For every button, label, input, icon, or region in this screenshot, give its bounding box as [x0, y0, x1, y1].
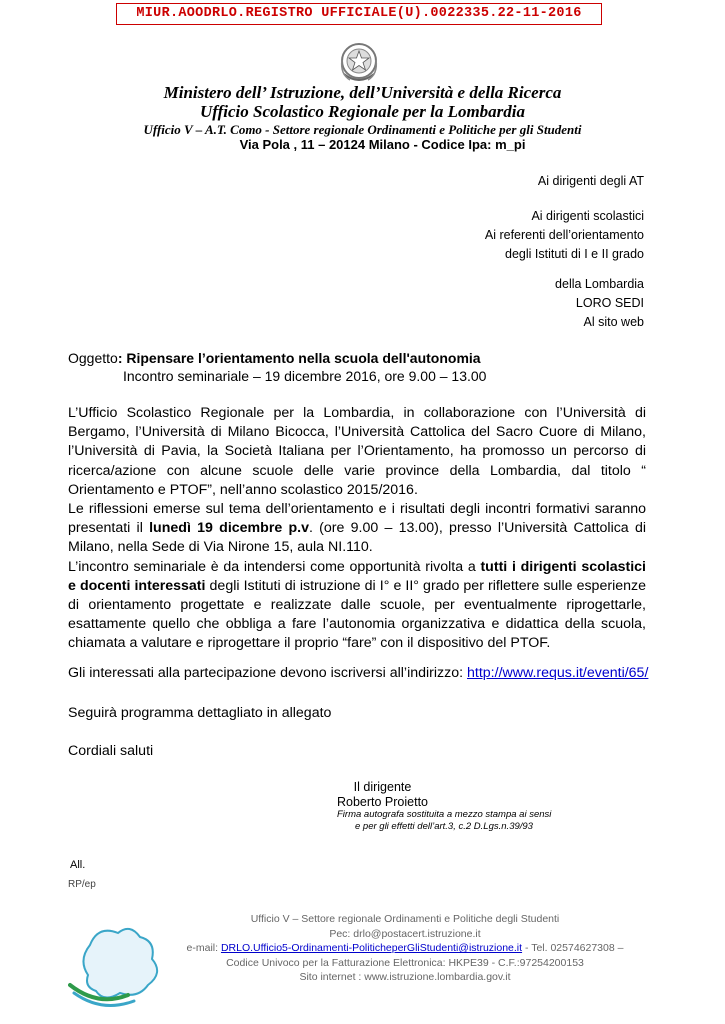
signature-role: Il dirigente — [353, 780, 412, 794]
subject-subtitle: Incontro seminariale – 19 dicembre 2016, ore 9.00 – 13.00 — [123, 368, 487, 384]
signature-note: e per gli effetti dell’art.3, c.2 D.Lgs.n.39/93 — [355, 821, 533, 832]
program-note: Seguirà programma dettagliato in allegato — [68, 705, 332, 721]
recipient-line: LORO SEDI — [575, 296, 644, 310]
subject-title: : Ripensare l’orientamento nella scuola dell'autonomia — [117, 350, 481, 366]
closing: Cordiali saluti — [68, 743, 154, 759]
italian-republic-emblem-icon — [338, 40, 380, 86]
subject-line — [68, 350, 481, 366]
footer — [170, 912, 640, 985]
footer-contacts — [140, 941, 670, 956]
attachment-label: All. — [70, 859, 86, 871]
footer-pec: Pec: drlo@postacert.istruzione.it — [329, 927, 481, 940]
signature-note: Firma autografa sostituita a mezzo stampa ai sensi — [337, 809, 552, 820]
footer-office: Ufficio V – Settore regionale Ordinamenti e Politiche degli Studenti — [250, 913, 560, 925]
text: degli Istituti di istruzione di I° e II° grado per riflettere sulle esperienze di orientamento progettate e realizzate dalle scuole, per eventualmente riprogettarle, esattamente quello che obbliga a fare l’autonomia organizzativa e didattica della scuola, chiamata a valutare e riprogettare il proprio “fare” con il dispositivo del PTOF. — [68, 577, 646, 652]
lombardia-region-logo-icon — [68, 915, 174, 1011]
recipient-line: della Lombardia — [555, 277, 644, 291]
office-subtitle: Ufficio V – A.T. Como - Settore regionale Ordinamenti e Politiche per gli Studenti — [143, 122, 582, 137]
footer-email-label: e-mail: — [186, 942, 221, 954]
recipient-dirigenti — [485, 207, 644, 264]
footer-tel: - Tel. 02574627308 – — [522, 942, 624, 954]
ministry-title: Ministero dell’ Istruzione, dell’Università e della Ricerca — [163, 83, 562, 102]
office-title: Ufficio Scolastico Regionale per la Lombardia — [199, 102, 526, 121]
signature-name: Roberto Proietto — [336, 795, 429, 809]
recipient-line: Al sito web — [583, 315, 644, 329]
recipient-sedi — [555, 275, 644, 332]
registration-text: Gli interessati alla partecipazione devono iscriversi all’indirizzo: — [68, 665, 468, 681]
letter-body — [68, 404, 646, 654]
paragraph-2 — [68, 500, 646, 558]
audience: tutti i dirigenti scolastici e docenti interessati — [68, 558, 646, 594]
recipient-line: Ai referenti dell’orientamento — [484, 228, 644, 242]
footer-email-link[interactable]: DRLO.Ufficio5-Ordinamenti-PoliticheperGliStudenti@istruzione.it — [220, 942, 523, 954]
registration-link[interactable]: http://www.requs.it/eventi/65/ — [467, 665, 649, 681]
protocol-stamp: MIUR.AOODRLO.REGISTRO UFFICIALE(U).0022335.22-11-2016 — [116, 3, 602, 25]
recipient-line: degli Istituti di I e II grado — [505, 247, 644, 261]
paragraph-1: L’Ufficio Scolastico Regionale per la Lombardia, in collaborazione con l’Università di Bergamo, l’Università di Milano Bicocca, l’Università Cattolica del Sacro Cuore di Milano, l’Università di Pavia, la Società Italiana per l’Orientamento, ha promosso un percorso di ricerca/azione con alcune scuole delle varie province della Lombardia, dal titolo “ Orientamento e PTOF”, nell’anno scolastico 2015/2016. — [68, 405, 646, 498]
recipient-line: Ai dirigenti scolastici — [531, 209, 644, 223]
recipient-at: Ai dirigenti degli AT — [537, 174, 644, 188]
event-date: lunedì 19 dicembre p.v — [149, 520, 309, 537]
paragraph-3 — [68, 558, 646, 654]
office-address: Via Pola , 11 – 20124 Milano - Codice Ipa: m_pi — [239, 137, 526, 152]
text: L’incontro seminariale è da intendersi come opportunità rivolta a — [68, 558, 481, 575]
subject-label: Oggetto — [68, 350, 118, 366]
reference-initials: RP/ep — [68, 879, 96, 890]
registration-line — [68, 665, 648, 681]
text: Le riflessioni emerse sul tema dell’orientamento e i risultati degli incontri formativi saranno presentati il — [68, 501, 646, 537]
footer-codes: Codice Univoco per la Fatturazione Elettronica: HKPE39 - C.F.:97254200153 — [226, 956, 584, 969]
text: . (ore 9.00 – 13.00), presso l’Università Cattolica di Milano, nella Sede di Via Nirone 15, aula NI.110. — [68, 520, 646, 556]
footer-site: Sito internet : www.istruzione.lombardia.gov.it — [299, 971, 511, 983]
